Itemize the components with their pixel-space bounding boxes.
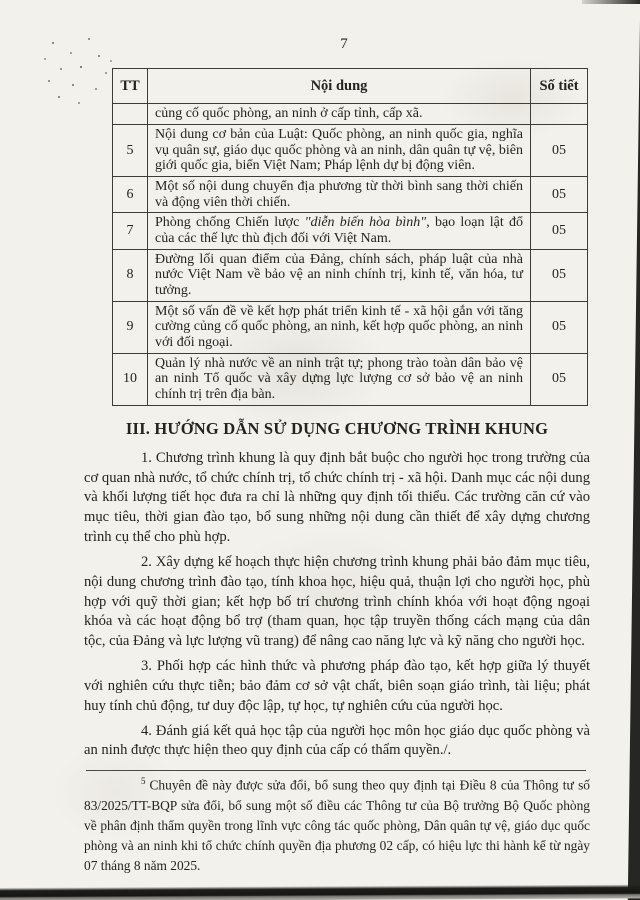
row-content: Quản lý nhà nước về an ninh trật tự; phong trào toàn dân bảo vệ an ninh Tổ quốc và xây dựng lực lượng cơ sở bảo vệ an ninh chính trị trên địa bàn. bbox=[148, 353, 531, 405]
table-row bbox=[113, 124, 588, 176]
paragraph-2: 2. Xây dựng kế hoạch thực hiện chương trình khung phải bảo đảm mục tiêu, nội dung chương trình đào tạo, tính khoa học, hiệu quả, thuận lợi cho người học, phù hợp với quỹ thời gian; kết hợp bố trí chương trình chính khóa với hoạt động ngoại khóa và các hoạt động bổ trợ (tham quan, học tập truyền thống cách mạng của dân tộc, của Đảng và lực lượng vũ trang) để nâng cao năng lực và kỹ năng cho người học. bbox=[84, 553, 590, 650]
table-row bbox=[113, 249, 588, 301]
row-so-tiet: 05 bbox=[531, 301, 588, 353]
scan-edge-top-right bbox=[582, 0, 640, 4]
row-content bbox=[148, 213, 531, 249]
row-number: 8 bbox=[113, 249, 148, 301]
row-content: Đường lối quan điểm của Đảng, chính sách, pháp luật của nhà nước Việt Nam về bảo vệ an ninh chính trị, kinh tế, văn hóa, tư tưởng. bbox=[148, 249, 531, 301]
section-heading: III. HƯỚNG DẪN SỬ DỤNG CHƯƠNG TRÌNH KHUNG bbox=[125, 418, 549, 438]
table-row bbox=[113, 301, 588, 353]
row-content-italic: "diễn biến hòa bình" bbox=[304, 215, 427, 231]
footnote-text: Chuyên đề này được sửa đổi, bổ sung theo quy định tại Điều 8 của Thông tư số 83/2025/TT-BQP sửa đổi, bổ sung một số điều các Thông tư của Bộ trưởng Bộ Quốc phòng về phân định thẩm quyền trong lĩnh vực công tác quốc phòng, Dân quân tự vệ, giáo dục quốc phòng và an ninh khi tổ chức chính quyền địa phương 02 cấp, có hiệu lực thi hành kể từ ngày 07 tháng 8 năm 2025. bbox=[84, 777, 590, 873]
row-so-tiet: 05 bbox=[531, 213, 588, 249]
col-header-so-tiet: Số tiết bbox=[531, 69, 588, 104]
row-number: 7 bbox=[113, 213, 148, 249]
row-number: 6 bbox=[113, 176, 148, 212]
table-header-row bbox=[113, 69, 588, 104]
row-content: Một số vấn đề về kết hợp phát triển kinh tế - xã hội gắn với tăng cường củng cố quốc phòng, an ninh, kết hợp quốc phòng, an ninh với đối ngoại. bbox=[148, 301, 531, 353]
table-row bbox=[113, 104, 588, 125]
row-content: Nội dung cơ bản của Luật: Quốc phòng, an ninh quốc gia, nghĩa vụ quân sự, giáo dục quốc phòng và an ninh, dân quân tự vệ, biên giới quốc gia, biển Việt Nam; Pháp lệnh dự bị động viên. bbox=[148, 124, 531, 176]
page-number: 7 bbox=[340, 36, 348, 52]
scan-speckles bbox=[52, 42, 54, 44]
paragraph-3: 3. Phối hợp các hình thức và phương pháp đào tạo, kết hợp giữa lý thuyết với nghiên cứu thực tiễn; bảo đảm cơ sở vật chất, biên soạn giáo trình, tài liệu; phát huy tính chủ động, tư duy độc lập, tự học, tự nghiên cứu của người học. bbox=[84, 658, 590, 714]
col-header-noi-dung: Nội dung bbox=[148, 69, 531, 104]
row-so-tiet: 05 bbox=[531, 353, 588, 405]
row-content: Một số nội dung chuyển địa phương từ thời bình sang thời chiến và động viên thời chiến. bbox=[148, 176, 531, 212]
scan-edge-right bbox=[620, 0, 640, 900]
row-content-post: , bạo loạn lật đổ của các thế lực thù địch đối với Việt Nam. bbox=[155, 215, 524, 246]
row-so-tiet: 05 bbox=[531, 176, 588, 212]
paragraph-1: 1. Chương trình khung là quy định bắt buộc cho người học trong trường của cơ quan nhà nước, tổ chức chính trị, tổ chức chính trị - xã hội. Danh mục các nội dung và khối lượng tiết học đưa ra chỉ là những quy định tối thiểu. Các trường căn cứ vào mục tiêu, thời gian đào tạo, bổ sung những nội dung cần thiết để xây dựng chương trình cụ thể cho phù hợp. bbox=[84, 449, 590, 546]
footnote bbox=[84, 775, 590, 875]
row-number bbox=[113, 104, 148, 125]
scan-edge-bottom bbox=[0, 881, 640, 900]
row-so-tiet: 05 bbox=[531, 124, 588, 176]
page-content bbox=[84, 36, 590, 876]
row-number: 5 bbox=[113, 124, 148, 176]
footnote-marker: 5 bbox=[141, 776, 146, 787]
col-header-tt: TT bbox=[113, 69, 148, 104]
table-row bbox=[113, 176, 588, 212]
row-content-pre: Phòng chống Chiến lược bbox=[155, 215, 305, 231]
row-so-tiet: 05 bbox=[531, 249, 588, 301]
table-row bbox=[113, 353, 588, 405]
table-row bbox=[113, 213, 588, 249]
row-number: 9 bbox=[113, 301, 148, 353]
row-content: củng cố quốc phòng, an ninh ở cấp tỉnh, cấp xã. bbox=[148, 104, 531, 125]
row-number: 10 bbox=[113, 353, 148, 405]
row-so-tiet bbox=[531, 104, 588, 125]
paragraph-4: 4. Đánh giá kết quả học tập của người học môn học giáo dục quốc phòng và an ninh được thực hiện theo quy định của cấp có thẩm quyền./. bbox=[84, 722, 590, 759]
footnote-separator bbox=[86, 770, 586, 771]
content-table bbox=[112, 68, 588, 406]
